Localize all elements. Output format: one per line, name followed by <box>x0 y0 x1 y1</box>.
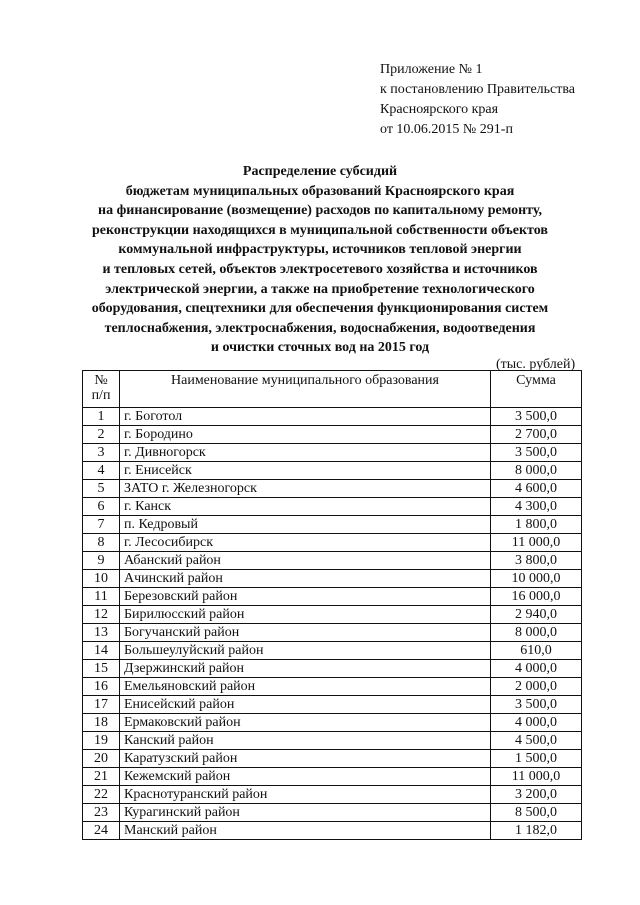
row-number: 13 <box>83 624 120 642</box>
title-line: реконструкции находящихся в муниципальной собственности объектов <box>92 222 548 238</box>
row-sum: 3 500,0 <box>491 408 582 426</box>
row-name: Курагинский район <box>120 804 491 822</box>
row-number: 7 <box>83 516 120 534</box>
row-sum: 1 182,0 <box>491 822 582 840</box>
table-row <box>83 786 582 804</box>
row-name: Абанский район <box>120 552 491 570</box>
row-number: 16 <box>83 678 120 696</box>
row-number: 19 <box>83 732 120 750</box>
table-row <box>83 444 582 462</box>
row-number: 8 <box>83 534 120 552</box>
row-name: Енисейский район <box>120 696 491 714</box>
row-number: 18 <box>83 714 120 732</box>
row-name: Ермаковский район <box>120 714 491 732</box>
row-number: 10 <box>83 570 120 588</box>
table-row <box>83 714 582 732</box>
row-number: 24 <box>83 822 120 840</box>
table-row <box>83 750 582 768</box>
table-row <box>83 516 582 534</box>
row-name: Манский район <box>120 822 491 840</box>
table-row <box>83 408 582 426</box>
row-number: 5 <box>83 480 120 498</box>
row-sum: 3 800,0 <box>491 552 582 570</box>
row-name: Большеулуйский район <box>120 642 491 660</box>
row-name: ЗАТО г. Железногорск <box>120 480 491 498</box>
row-sum: 4 600,0 <box>491 480 582 498</box>
appendix-line: к постановлению Правительства <box>380 82 576 97</box>
title-line: теплоснабжения, электроснабжения, водоснабжения, водоотведения <box>104 320 536 336</box>
row-sum: 11 000,0 <box>491 768 582 786</box>
row-sum: 4 000,0 <box>491 660 582 678</box>
header-sum: Сумма <box>491 371 582 408</box>
row-name: Березовский район <box>120 588 491 606</box>
row-sum: 10 000,0 <box>491 570 582 588</box>
title-line: и очистки сточных вод на 2015 год <box>210 340 430 356</box>
row-sum: 3 500,0 <box>491 444 582 462</box>
title-line: электрической энергии, а также на приобретение технологического <box>105 281 535 297</box>
table-row <box>83 480 582 498</box>
row-sum: 1 800,0 <box>491 516 582 534</box>
row-name: г. Дивногорск <box>120 444 491 462</box>
title-line: бюджетам муниципальных образований Красноярского края <box>125 183 515 199</box>
header-name: Наименование муниципального образования <box>120 371 491 408</box>
appendix-line: Красноярского края <box>380 102 499 117</box>
row-number: 20 <box>83 750 120 768</box>
row-sum: 8 500,0 <box>491 804 582 822</box>
title-line: и тепловых сетей, объектов электросетевого хозяйства и источников <box>102 261 538 277</box>
appendix-line: Приложение № 1 <box>380 62 483 77</box>
row-sum: 4 300,0 <box>491 498 582 516</box>
row-sum: 2 700,0 <box>491 426 582 444</box>
row-number: 1 <box>83 408 120 426</box>
appendix-line: от 10.06.2015 № 291-п <box>380 122 513 137</box>
row-name: г. Канск <box>120 498 491 516</box>
document-title <box>60 162 580 358</box>
header-number-line2: п/п <box>91 388 111 403</box>
title-line: на финансирование (возмещение) расходов по капитальному ремонту, <box>98 203 542 219</box>
row-number: 14 <box>83 642 120 660</box>
row-name: г. Бородино <box>120 426 491 444</box>
row-sum: 1 500,0 <box>491 750 582 768</box>
row-name: г. Лесосибирск <box>120 534 491 552</box>
row-number: 12 <box>83 606 120 624</box>
row-name: Бирилюсский район <box>120 606 491 624</box>
row-sum: 3 500,0 <box>491 696 582 714</box>
row-name: Дзержинский район <box>120 660 491 678</box>
row-number: 11 <box>83 588 120 606</box>
title-line: коммунальной инфраструктуры, источников тепловой энергии <box>118 242 522 258</box>
row-number: 22 <box>83 786 120 804</box>
row-name: г. Енисейск <box>120 462 491 480</box>
row-sum: 4 500,0 <box>491 732 582 750</box>
row-sum: 2 000,0 <box>491 678 582 696</box>
row-sum: 3 200,0 <box>491 786 582 804</box>
header-number <box>83 371 120 408</box>
subsidy-table <box>82 370 582 840</box>
row-number: 4 <box>83 462 120 480</box>
table-row <box>83 570 582 588</box>
table-row <box>83 732 582 750</box>
row-name: Кежемский район <box>120 768 491 786</box>
title-line: Распределение субсидий <box>242 164 398 179</box>
row-sum: 8 000,0 <box>491 624 582 642</box>
row-number: 15 <box>83 660 120 678</box>
table-row <box>83 660 582 678</box>
table-header-row <box>83 371 582 408</box>
table-row <box>83 768 582 786</box>
table-row <box>83 696 582 714</box>
table-row <box>83 804 582 822</box>
row-number: 23 <box>83 804 120 822</box>
table-row <box>83 534 582 552</box>
title-line: оборудования, спецтехники для обеспечения функционирования систем <box>91 301 549 317</box>
row-name: Богучанский район <box>120 624 491 642</box>
table-row <box>83 498 582 516</box>
row-sum: 2 940,0 <box>491 606 582 624</box>
row-name: п. Кедровый <box>120 516 491 534</box>
row-sum: 610,0 <box>491 642 582 660</box>
header-number-line1: № <box>94 373 108 388</box>
units-label: (тыс. рублей) <box>496 357 576 372</box>
row-name: Емельяновский район <box>120 678 491 696</box>
row-number: 17 <box>83 696 120 714</box>
row-number: 3 <box>83 444 120 462</box>
appendix-header <box>380 60 575 140</box>
row-sum: 16 000,0 <box>491 588 582 606</box>
row-name: г. Боготол <box>120 408 491 426</box>
table-row <box>83 642 582 660</box>
row-number: 6 <box>83 498 120 516</box>
row-number: 21 <box>83 768 120 786</box>
row-sum: 8 000,0 <box>491 462 582 480</box>
table-row <box>83 678 582 696</box>
row-name: Каратузский район <box>120 750 491 768</box>
table-row <box>83 606 582 624</box>
row-name: Краснотуранский район <box>120 786 491 804</box>
row-number: 2 <box>83 426 120 444</box>
row-sum: 4 000,0 <box>491 714 582 732</box>
table-row <box>83 426 582 444</box>
table-row <box>83 624 582 642</box>
table-row <box>83 552 582 570</box>
row-sum: 11 000,0 <box>491 534 582 552</box>
table-row <box>83 822 582 840</box>
table-row <box>83 588 582 606</box>
table-row <box>83 462 582 480</box>
row-name: Ачинский район <box>120 570 491 588</box>
row-number: 9 <box>83 552 120 570</box>
row-name: Канский район <box>120 732 491 750</box>
table-body <box>83 408 582 840</box>
